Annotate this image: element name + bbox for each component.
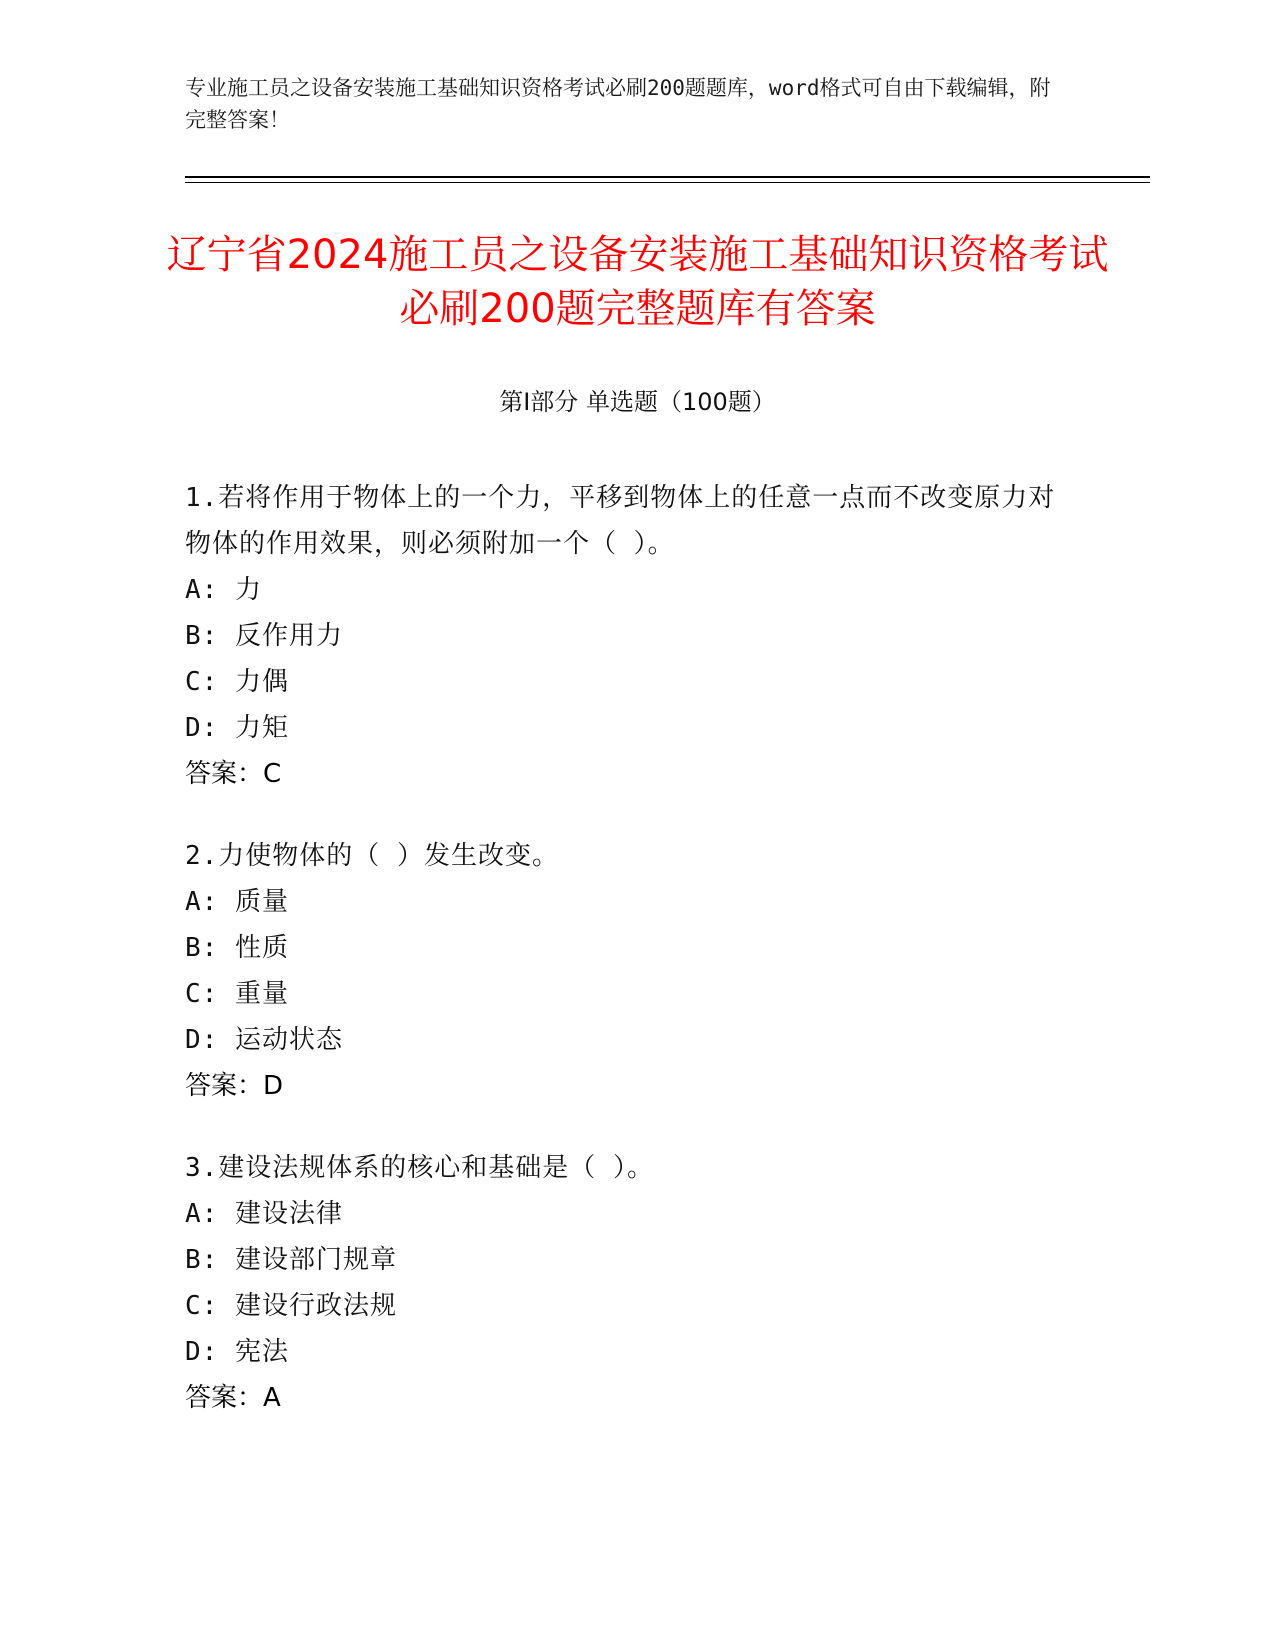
section-title: 第I部分 单选题（100题）	[499, 388, 776, 416]
answer: 答案：C	[185, 759, 282, 789]
header-note: 专业施工员之设备安装施工基础知识资格考试必刷200题题库，word格式可自由下载编辑，附完整答案！	[185, 76, 1051, 132]
option-b: B: 建设部门规章	[185, 1245, 397, 1275]
answer: 答案：A	[185, 1383, 281, 1413]
question-stem: 3.建设法规体系的核心和基础是（ ）。	[185, 1153, 654, 1183]
question-list	[185, 475, 1065, 1457]
question-stem: 1.若将作用于物体上的一个力，平移到物体上的任意一点而不改变原力对物体的作用效果，则必须附加一个（ ）。	[185, 483, 1056, 559]
option-b: B: 反作用力	[185, 621, 343, 651]
option-c: C: 重量	[185, 979, 289, 1009]
option-c: C: 建设行政法规	[185, 1291, 397, 1321]
option-a: A: 建设法律	[185, 1199, 343, 1229]
option-a: A: 质量	[185, 887, 289, 917]
option-b: B: 性质	[185, 933, 289, 963]
option-a: A: 力	[185, 575, 262, 605]
option-d: D: 力矩	[185, 713, 289, 743]
option-c: C: 力偶	[185, 667, 289, 697]
option-d: D: 运动状态	[185, 1025, 343, 1055]
question-1	[185, 475, 1065, 797]
question-3	[185, 1145, 1065, 1421]
question-2	[185, 833, 1065, 1109]
question-stem: 2.力使物体的（ ）发生改变。	[185, 841, 559, 871]
document-title: 辽宁省2024施工员之设备安装施工基础知识资格考试必刷200题完整题库有答案	[166, 232, 1109, 332]
header-divider-thick	[185, 176, 1150, 178]
answer: 答案：D	[185, 1071, 284, 1101]
header-divider-thin	[185, 182, 1150, 183]
option-d: D: 宪法	[185, 1337, 289, 1367]
